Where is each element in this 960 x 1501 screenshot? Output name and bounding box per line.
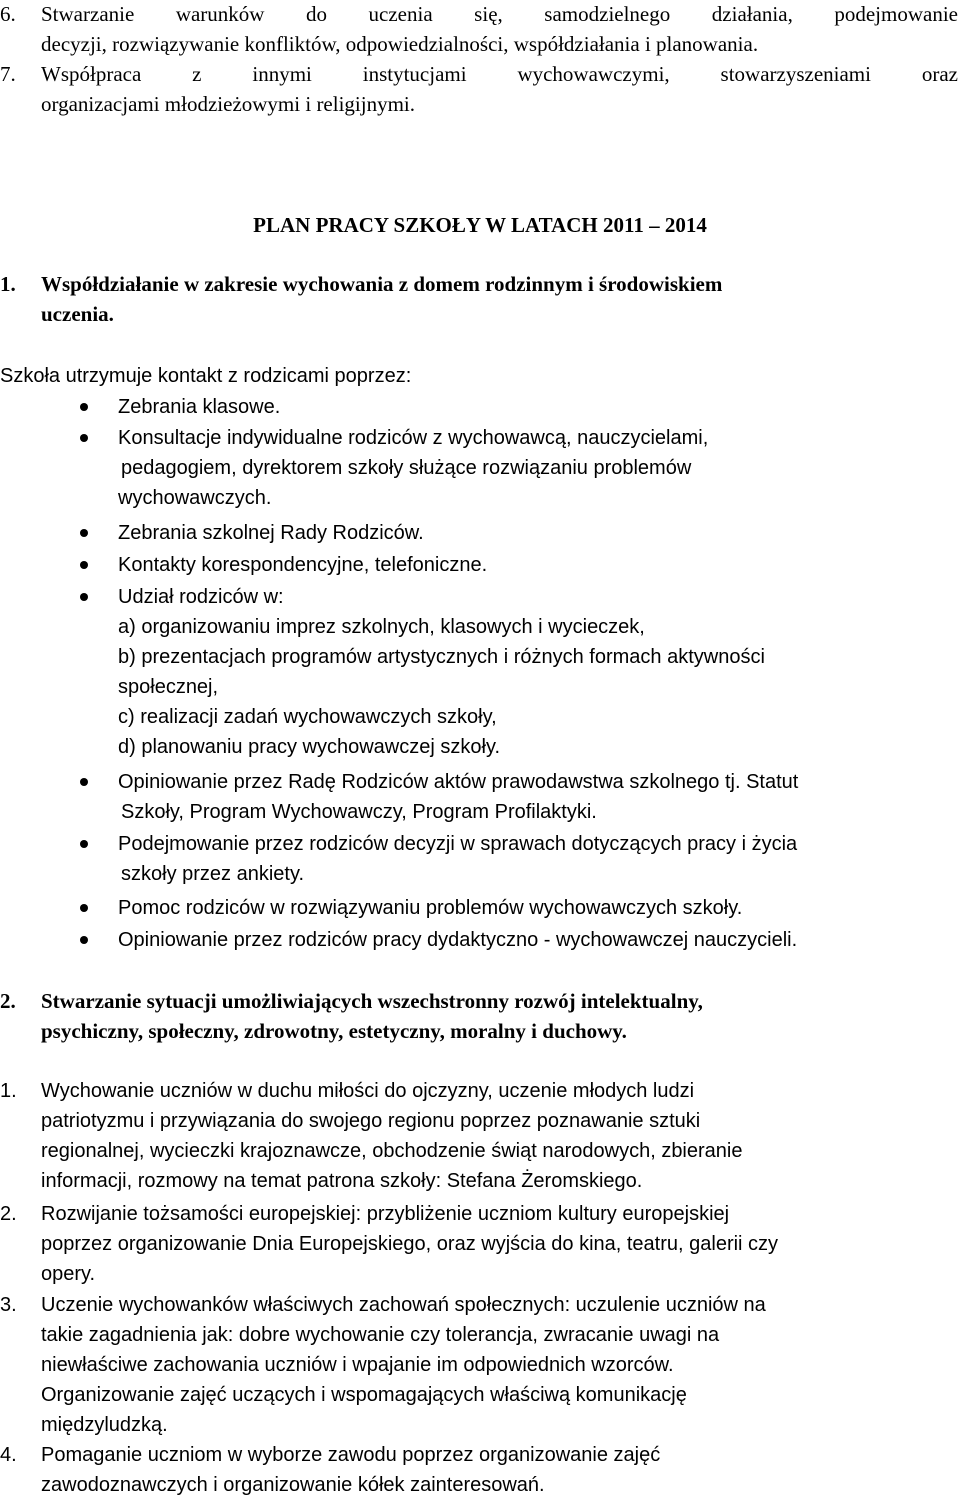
section-number: 2. [0, 989, 16, 1013]
text-line: organizacjami młodzieżowymi i religijnymi. [41, 92, 416, 116]
bullet-item [0, 423, 958, 513]
text-line: takie zagadnienia jak: dobre wychowanie czy tolerancja, zwracanie uwagi na [41, 1324, 720, 1346]
bullet-item [0, 550, 958, 580]
text-line: Organizowanie zajęć uczących i wspomagających właściwą komunikację [41, 1384, 687, 1406]
bullet-icon [80, 936, 88, 944]
bullet-text: Udział rodziców w: [118, 586, 284, 608]
text-line: opery. [41, 1263, 96, 1285]
bullet-text: Szkoły, Program Wychowawczy, Program Profilaktyki. [121, 801, 597, 823]
plan-title: PLAN PRACY SZKOŁY W LATACH 2011 – 2014 [253, 213, 707, 237]
bullet-text: Pomoc rodziców w rozwiązywaniu problemów wychowawczych szkoły. [118, 897, 743, 919]
section-intro: Szkoła utrzymuje kontakt z rodzicami poprzez: [0, 365, 412, 387]
bullet-text: pedagogiem, dyrektorem szkoły służące rozwiązaniu problemów [121, 457, 692, 479]
bullet-icon [80, 529, 88, 537]
bullet-text: Zebrania klasowe. [118, 396, 281, 418]
text-line: informacji, rozmowy na temat patrona szkoły: Stefana Żeromskiego. [41, 1170, 643, 1192]
section-heading [0, 986, 958, 1046]
bullet-icon [80, 904, 88, 912]
item-number: 4. [0, 1444, 17, 1466]
text-line: międzyludzką. [41, 1414, 168, 1436]
bullet-item [0, 582, 958, 762]
text-line: zawodoznawczych i organizowanie kółek zainteresowań. [41, 1474, 545, 1496]
bullet-icon [80, 403, 88, 411]
item-number: 1. [0, 1080, 17, 1102]
text-line: Stwarzanie warunków do uczenia się, samodzielnego działania, podejmowanie [41, 2, 958, 26]
bullet-item [0, 893, 958, 923]
item-number: 7. [0, 62, 16, 86]
text-line: patriotyzmu i przywiązania do swojego regionu poprzez poznawanie sztuki [41, 1110, 701, 1132]
section-number: 1. [0, 272, 16, 296]
item-number: 6. [0, 2, 16, 26]
bullet-icon [80, 840, 88, 848]
section-heading [0, 269, 958, 329]
bullet-icon [80, 561, 88, 569]
text-line: regionalnej, wycieczki krajoznawcze, obchodzenie świąt narodowych, zbieranie [41, 1140, 743, 1162]
bullet-text: Kontakty korespondencyjne, telefoniczne. [118, 554, 488, 576]
heading-line: uczenia. [41, 302, 114, 326]
bullet-item [0, 392, 958, 422]
heading-line: Stwarzanie sytuacji umożliwiających wszechstronny rozwój intelektualny, [41, 989, 703, 1013]
item-number: 3. [0, 1294, 17, 1316]
text-line: poprzez organizowanie Dnia Europejskiego, oraz wyjścia do kina, teatru, galerii czy [41, 1233, 779, 1255]
bullet-item [0, 925, 958, 955]
bullet-icon [80, 593, 88, 601]
list-item [0, 1440, 958, 1500]
text-line: decyzji, rozwiązywanie konfliktów, odpowiedzialności, współdziałania i planowania. [41, 32, 759, 56]
participation-line: a) organizowaniu imprez szkolnych, klasowych i wycieczek, [118, 616, 645, 638]
heading-line: psychiczny, społeczny, zdrowotny, estetyczny, moralny i duchowy. [41, 1019, 627, 1043]
bullet-text: Opiniowanie przez Radę Rodziców aktów prawodawstwa szkolnego tj. Statut [118, 771, 799, 793]
participation-line: d) planowaniu pracy wychowawczej szkoły. [118, 736, 501, 758]
bullet-text: Zebrania szkolnej Rady Rodziców. [118, 522, 424, 544]
text-line: niewłaściwe zachowania uczniów i wpajanie im odpowiednich wzorców. [41, 1354, 674, 1376]
participation-line: c) realizacji zadań wychowawczych szkoły, [118, 706, 497, 728]
participation-line: społecznej, [118, 676, 219, 698]
text-line: Wychowanie uczniów w duchu miłości do ojczyzny, uczenie młodych ludzi [41, 1080, 695, 1102]
item-number: 2. [0, 1203, 17, 1225]
bullet-item [0, 829, 958, 889]
bullet-text: szkoły przez ankiety. [121, 863, 305, 885]
bullet-item [0, 518, 958, 548]
list-item [0, 1076, 958, 1196]
bullet-text: Opiniowanie przez rodziców pracy dydaktyczno - wychowawczej nauczycieli. [118, 929, 798, 951]
bullet-text: Podejmowanie przez rodziców decyzji w sprawach dotyczących pracy i życia [118, 833, 798, 855]
bullet-text: Konsultacje indywidualne rodziców z wychowawcą, nauczycielami, [118, 427, 709, 449]
heading-line: Współdziałanie w zakresie wychowania z domem rodzinnym i środowiskiem [41, 272, 723, 296]
text-line: Uczenie wychowanków właściwych zachowań społecznych: uczulenie uczniów na [41, 1294, 766, 1316]
bullet-item [0, 767, 958, 827]
list-item [0, 1290, 958, 1440]
list-item [0, 0, 958, 59]
bullet-icon [80, 778, 88, 786]
text-line: Współpraca z innymi instytucjami wychowawczymi, stowarzyszeniami oraz [41, 62, 958, 86]
list-item [0, 1199, 958, 1289]
text-line: Pomaganie uczniom w wyborze zawodu poprzez organizowanie zajęć [41, 1444, 661, 1466]
text-line: Rozwijanie tożsamości europejskiej: przybliżenie uczniom kultury europejskiej [41, 1203, 730, 1225]
participation-line: b) prezentacjach programów artystycznych i różnych formach aktywności [118, 646, 765, 668]
list-item [0, 59, 958, 119]
bullet-icon [80, 434, 88, 442]
bullet-text: wychowawczych. [118, 487, 272, 509]
